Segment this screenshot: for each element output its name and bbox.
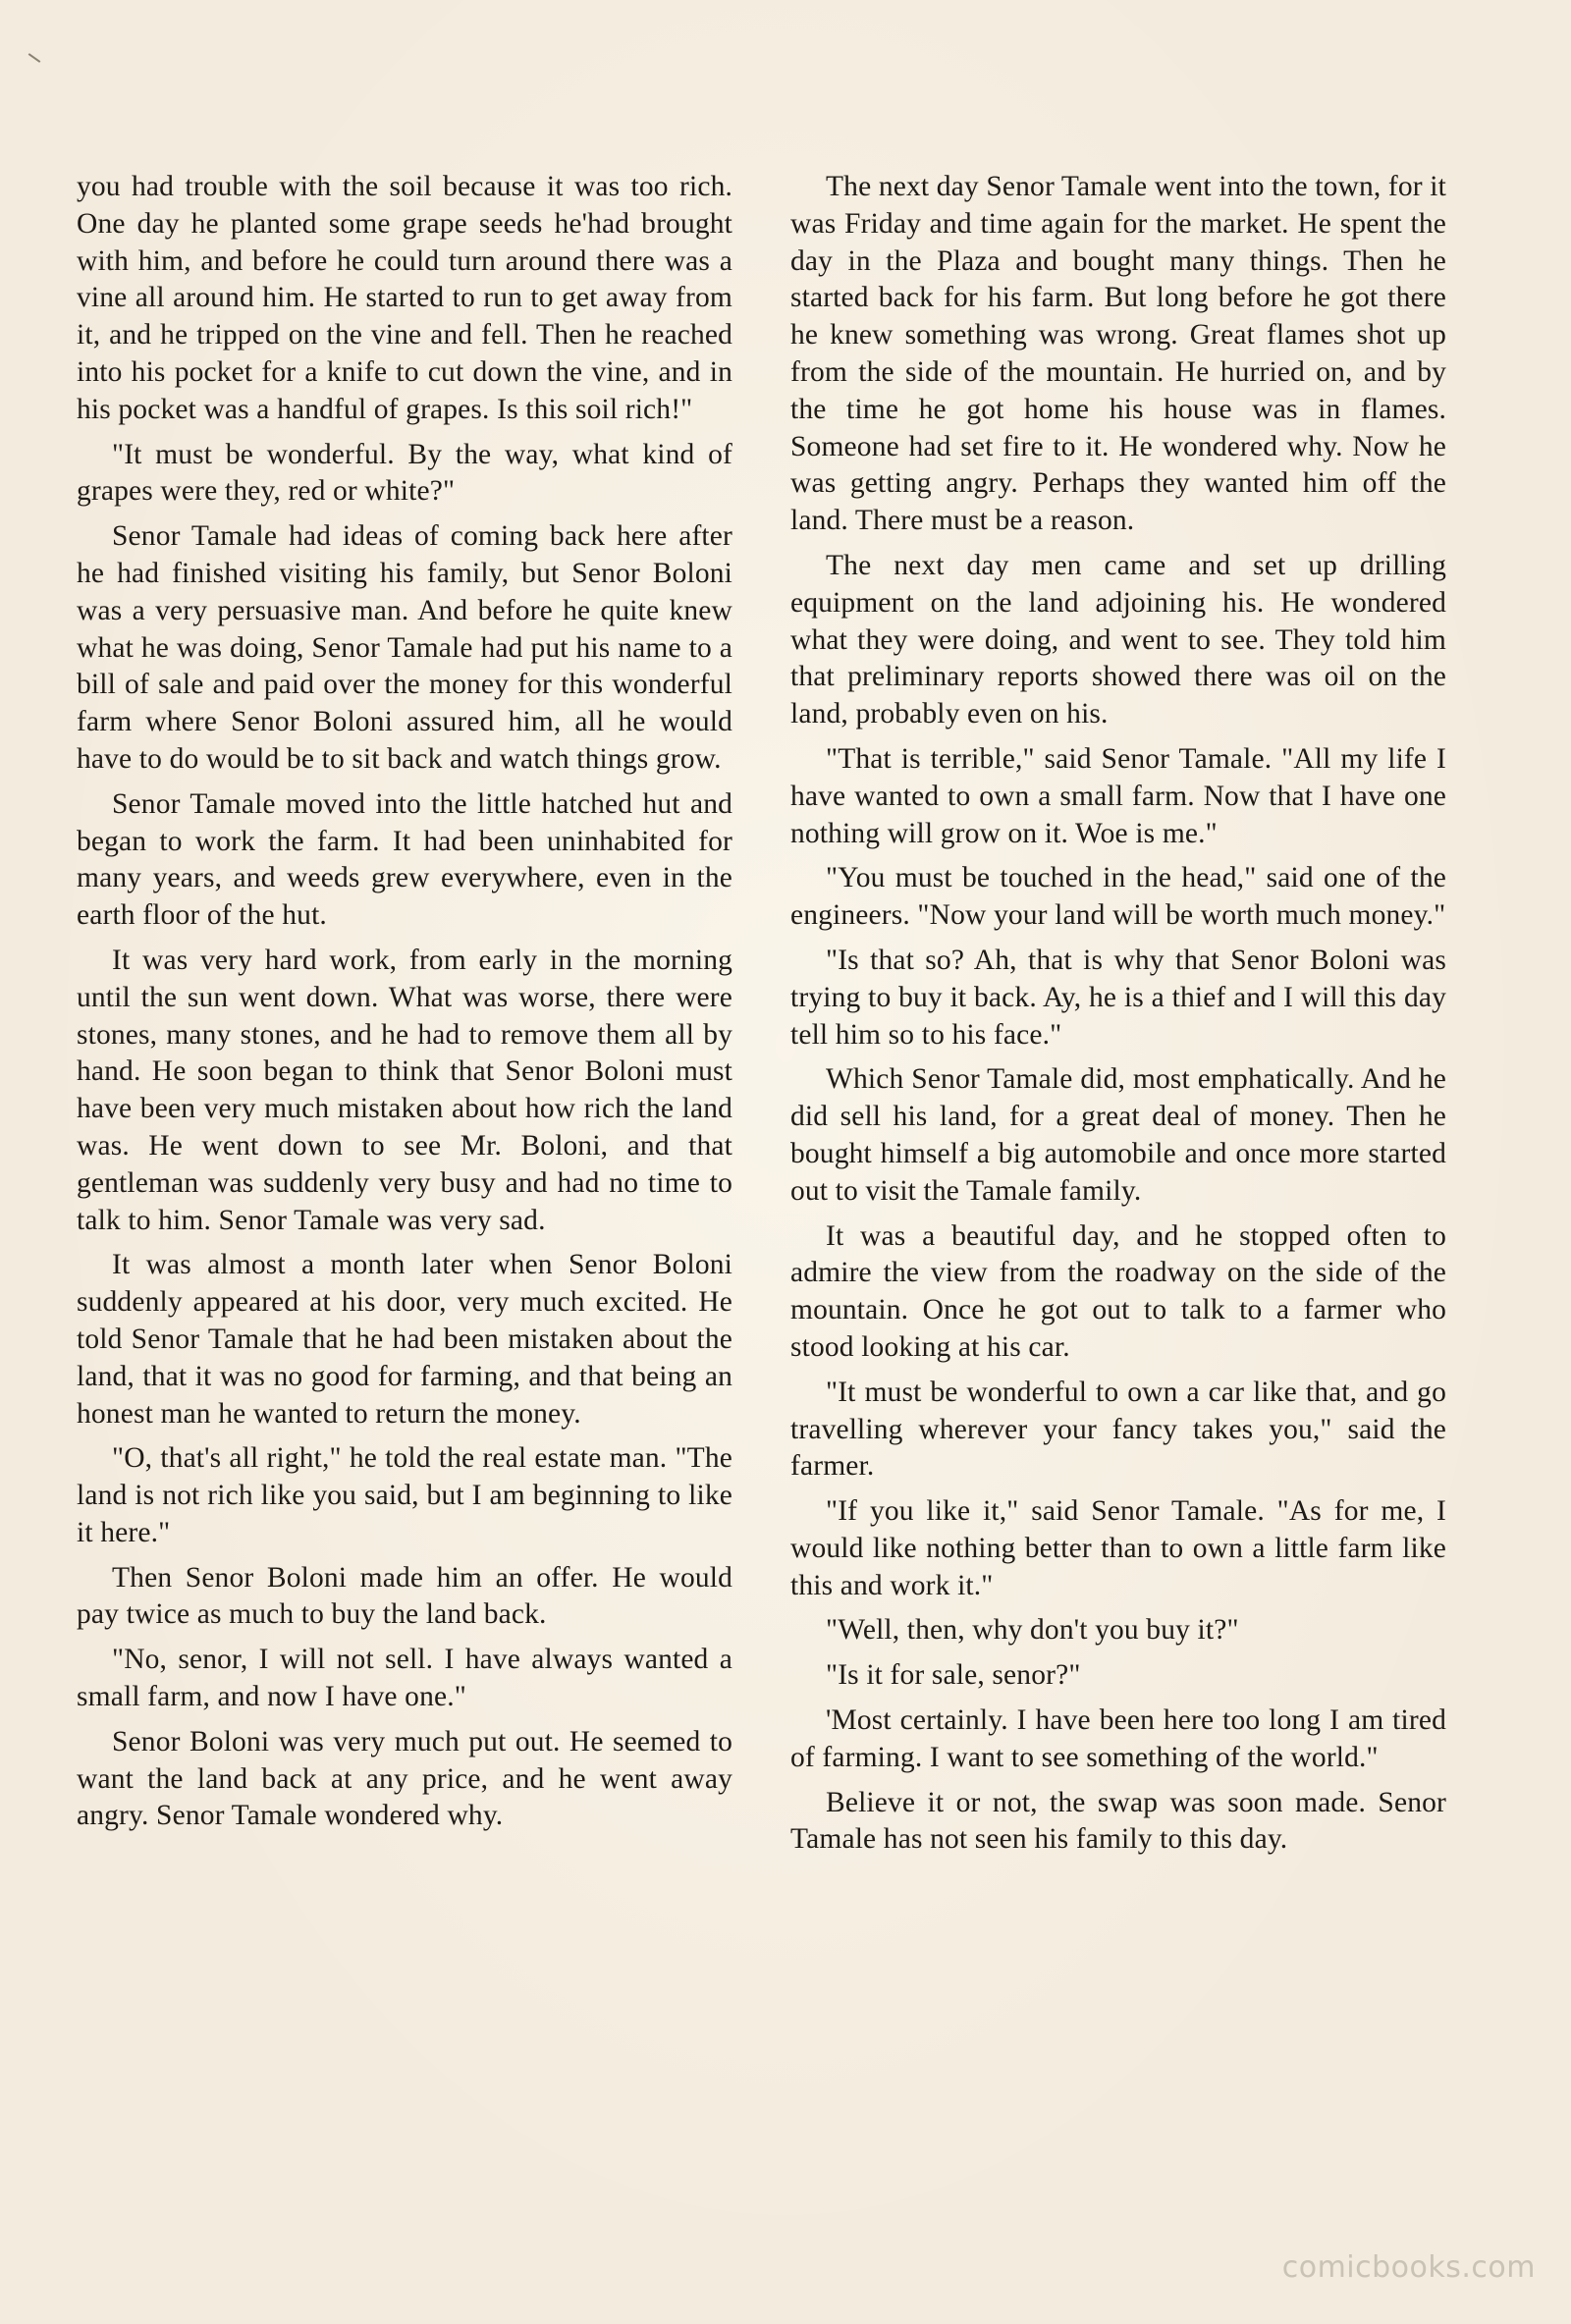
paragraph: The next day men came and set up drilling equipment on the land adjoining his. He wondered what they were doing, and went to see. They told him that preliminary reports showed there was oil on the land, probably even on his. <box>790 549 1446 730</box>
paragraph: Which Senor Tamale did, most emphatically. And he did sell his land, for a great deal of money. Then he bought himself a big automobile and once more started out to visit the Tamale family. <box>790 1063 1446 1207</box>
paragraph: "You must be touched in the head," said one of the engineers. "Now your land will be worth much money." <box>790 862 1446 932</box>
paragraph: "It must be wonderful to own a car like that, and go travelling wherever your fancy takes you," said the farmer. <box>790 1376 1446 1483</box>
paragraph: It was very hard work, from early in the morning until the sun went down. What was worse, there were stones, many stones, and he had to remove them all by hand. He soon began to think that Senor Boloni must have been very much mistaken about how rich the land was. He went down to see Mr. Boloni, and that gentleman was suddenly very busy and had no time to talk to him. Senor Tamale was very sad. <box>77 944 732 1236</box>
paragraph: The next day Senor Tamale went into the town, for it was Friday and time again for the market. He spent the day in the Plaza and bought many things. Then he started back for his farm. But long before he got there he knew something was wrong. Great flames shot up from the side of the mountain. He hurried on, and by the time he got home his house was in flames. Someone had set fire to it. He wondered why. Now he was getting angry. Perhaps they wanted him off the land. There must be a reason. <box>790 171 1446 537</box>
site-watermark: comicbooks.com <box>1281 2250 1536 2285</box>
paragraph: Senor Tamale moved into the little hatched hut and began to work the farm. It had been uninhabited for many years, and weeds grew everywhere, even in the earth floor of the hut. <box>77 787 732 932</box>
paragraph: Senor Boloni was very much put out. He seemed to want the land back at any price, and he went away angry. Senor Tamale wondered why. <box>77 1725 732 1832</box>
paragraph: "Well, then, why don't you buy it?" <box>826 1614 1239 1647</box>
paragraph: "It must be wonderful. By the way, what kind of grapes were they, red or white?" <box>77 438 732 508</box>
paragraph: you had trouble with the soil because it was too rich. One day he planted some grape seeds he'had brought with him, and before he could turn around there was a vine all around him. He started to run to get away from it, and he tripped on the vine and fell. Then he reached into his pocket for a knife to cut down the vine, and in his pocket was a handful of grapes. Is this soil rich!" <box>77 171 732 425</box>
paragraph: 'Most certainly. I have been here too long I am tired of farming. I want to see something of the world." <box>790 1704 1446 1773</box>
paragraph: "If you like it," said Senor Tamale. "As for me, I would like nothing better than to own a little farm like this and work it." <box>790 1495 1446 1601</box>
paragraph: Senor Tamale had ideas of coming back here after he had finished visiting his family, but Senor Boloni was a very persuasive man. And before he quite knew what he was doing, Senor Tamale had put his name to a bill of sale and paid over the money for this wonderful farm where Senor Boloni assured him, all he would have to do would be to sit back and watch things grow. <box>77 520 732 775</box>
paragraph: It was a beautiful day, and he stopped often to admire the view from the roadway on the side of the mountain. Once he got out to talk to a farmer who stood looking at his car. <box>790 1219 1446 1363</box>
right-text-column <box>790 169 1446 1866</box>
paragraph: It was almost a month later when Senor Boloni suddenly appeared at his door, very much excited. He told Senor Tamale that he had been mistaken about the land, that it was no good for farming, and that being an honest man he wanted to return the money. <box>77 1249 732 1430</box>
paragraph: Then Senor Boloni made him an offer. He would pay twice as much to buy the land back. <box>77 1561 732 1631</box>
paragraph: "That is terrible," said Senor Tamale. "All my life I have wanted to own a small farm. Now that I have one nothing will grow on it. Woe is me." <box>790 742 1446 849</box>
corner-mark <box>28 53 41 63</box>
paragraph: "Is that so? Ah, that is why that Senor Boloni was trying to buy it back. Ay, he is a thief and I will this day tell him so to his face." <box>790 944 1446 1051</box>
paragraph: "No, senor, I will not sell. I have always wanted a small farm, and now I have one." <box>77 1644 732 1713</box>
paragraph: "O, that's all right," he told the real estate man. "The land is not rich like you said, but I am beginning to like it here." <box>77 1442 732 1548</box>
left-text-column <box>77 169 732 1843</box>
paragraph: Believe it or not, the swap was soon made. Senor Tamale has not seen his family to this day. <box>790 1786 1446 1856</box>
paragraph: "Is it for sale, senor?" <box>826 1659 1081 1692</box>
